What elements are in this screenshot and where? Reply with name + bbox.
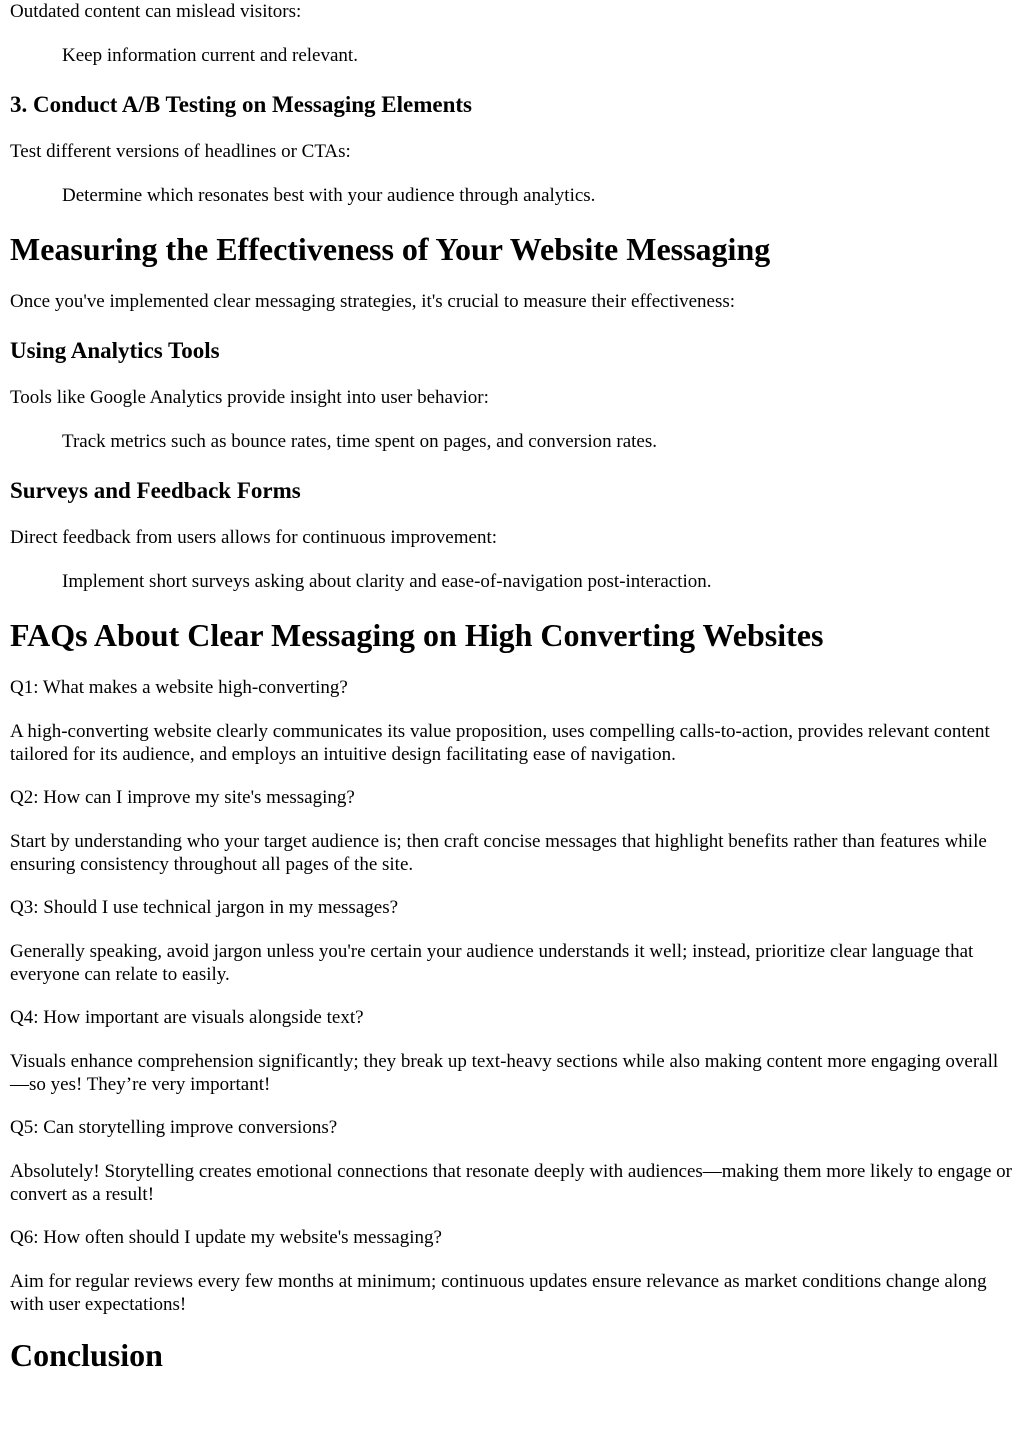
- faq-question: Q3: Should I use technical jargon in my messages?: [10, 897, 399, 918]
- paragraph-outdated-content: Outdated content can mislead visitors:: [10, 1, 302, 22]
- heading-faqs: FAQs About Clear Messaging on High Converting Websites: [10, 617, 824, 653]
- faq-answer: Aim for regular reviews every few months at minimum; continuous updates ensure relevance as market conditions change along with user expectations!: [10, 1271, 987, 1315]
- heading-measuring: Measuring the Effectiveness of Your Website Messaging: [10, 231, 771, 267]
- faq-question: Q5: Can storytelling improve conversions?: [10, 1117, 338, 1138]
- heading-ab-testing: 3. Conduct A/B Testing on Messaging Elements: [10, 92, 472, 117]
- faq-answer: Start by understanding who your target audience is; then craft concise messages that highlight benefits rather than features while ensuring consistency throughout all pages of the site.: [10, 831, 987, 875]
- heading-conclusion: Conclusion: [10, 1337, 163, 1373]
- faq-question: Q2: How can I improve my site's messaging?: [10, 787, 355, 808]
- faq-question: Q4: How important are visuals alongside text?: [10, 1007, 364, 1028]
- heading-surveys: Surveys and Feedback Forms: [10, 478, 301, 503]
- heading-analytics-tools: Using Analytics Tools: [10, 338, 220, 363]
- detail-surveys: Implement short surveys asking about clarity and ease-of-navigation post-interaction.: [62, 571, 712, 592]
- faq-question: Q6: How often should I update my website's messaging?: [10, 1227, 442, 1248]
- paragraph-analytics: Tools like Google Analytics provide insight into user behavior:: [10, 387, 489, 408]
- paragraph-measuring-intro: Once you've implemented clear messaging strategies, it's crucial to measure their effectiveness:: [10, 291, 736, 312]
- paragraph-ab-testing: Test different versions of headlines or CTAs:: [10, 141, 351, 162]
- paragraph-surveys: Direct feedback from users allows for continuous improvement:: [10, 527, 497, 548]
- detail-ab-testing: Determine which resonates best with your audience through analytics.: [62, 185, 596, 206]
- faq-question: Q1: What makes a website high-converting?: [10, 677, 348, 698]
- faq-answer: Visuals enhance comprehension significantly; they break up text-heavy sections while also making content more engaging overall—so yes! They’re very important!: [10, 1051, 999, 1095]
- detail-analytics: Track metrics such as bounce rates, time spent on pages, and conversion rates.: [62, 431, 657, 452]
- faq-answer: Generally speaking, avoid jargon unless you're certain your audience understands it well; instead, prioritize clear language that everyone can relate to easily.: [10, 941, 974, 985]
- faq-answer: A high-converting website clearly communicates its value proposition, uses compelling calls-to-action, provides relevant content tailored for its audience, and employs an intuitive design facilitating ease of navigation.: [10, 721, 990, 765]
- detail-keep-current: Keep information current and relevant.: [62, 45, 358, 66]
- faq-answer: Absolutely! Storytelling creates emotional connections that resonate deeply with audiences—making them more likely to engage or convert as a result!: [10, 1161, 1012, 1205]
